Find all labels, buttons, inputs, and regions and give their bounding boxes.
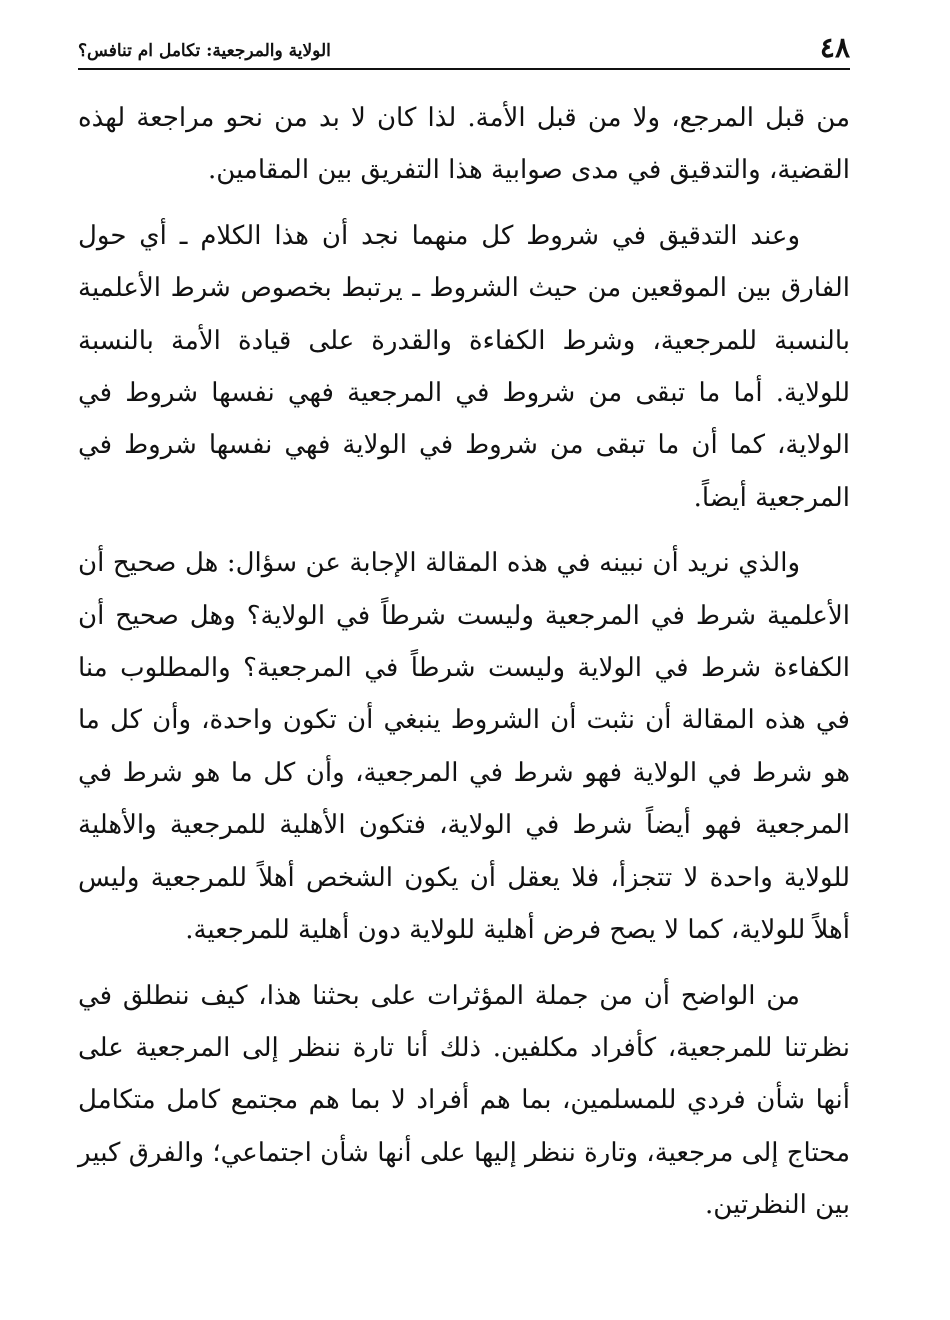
body-text [78,92,850,1245]
paragraph-4: من الواضح أن من جملة المؤثرات على بحثنا هذا، كيف ننطلق في نظرتنا للمرجعية، كأفراد مكلفين. ذلك أنا تارة ننظر إلى المرجعية على أنها شأن فردي للمسلمين، بما هم أفراد لا بما هم مجتمع كامل متكامل محتاج إلى مرجعية، وتارة ننظر إليها على أنها شأن اجتماعي؛ والفرق كبير بين النظرتين. [78,980,850,1221]
paragraph-2: وعند التدقيق في شروط كل منهما نجد أن هذا الكلام ـ أي حول الفارق بين الموقعين من حيث الشروط ـ يرتبط بخصوص شرط الأعلمية بالنسبة للمرجعية، وشرط الكفاءة والقدرة على قيادة الأمة بالنسبة للولاية. أما ما تبقى من شروط في المرجعية فهي نفسها شروط في الولاية، كما أن ما تبقى من شروط في الولاية فهي نفسها شروط في المرجعية أيضاً. [78,220,850,513]
paragraph-1: من قبل المرجع، ولا من قبل الأمة. لذا كان لا بد من نحو مراجعة لهذه القضية، والتدقيق في مدى صوابية هذا التفريق بين المقامين. [78,103,850,186]
page-header [78,32,850,68]
running-title: الولاية والمرجعية: تكامل ام تنافس؟ [78,41,331,61]
paragraph-3: والذي نريد أن نبينه في هذه المقالة الإجابة عن سؤال: هل صحيح أن الأعلمية شرط في المرجعية وليست شرطاً في الولاية؟ وهل صحيح أن الكفاءة شرط في الولاية وليست شرطاً في المرجعية؟ والمطلوب منا في هذه المقالة أن نثبت أن الشروط ينبغي أن تكون واحدة، وأن كل ما هو شرط في الولاية فهو شرط في المرجعية، وأن كل ما هو شرط في المرجعية فهو أيضاً شرط في الولاية، فتكون الأهلية للمرجعية والأهلية للولاية واحدة لا تتجزأ، فلا يعقل أن يكون الشخص أهلاً للمرجعية وليس أهلاً للولاية، كما لا يصح فرض أهلية للولاية دون أهلية للمرجعية. [78,548,850,946]
page-number: ٤٨ [819,31,850,64]
header-rule [78,68,850,70]
